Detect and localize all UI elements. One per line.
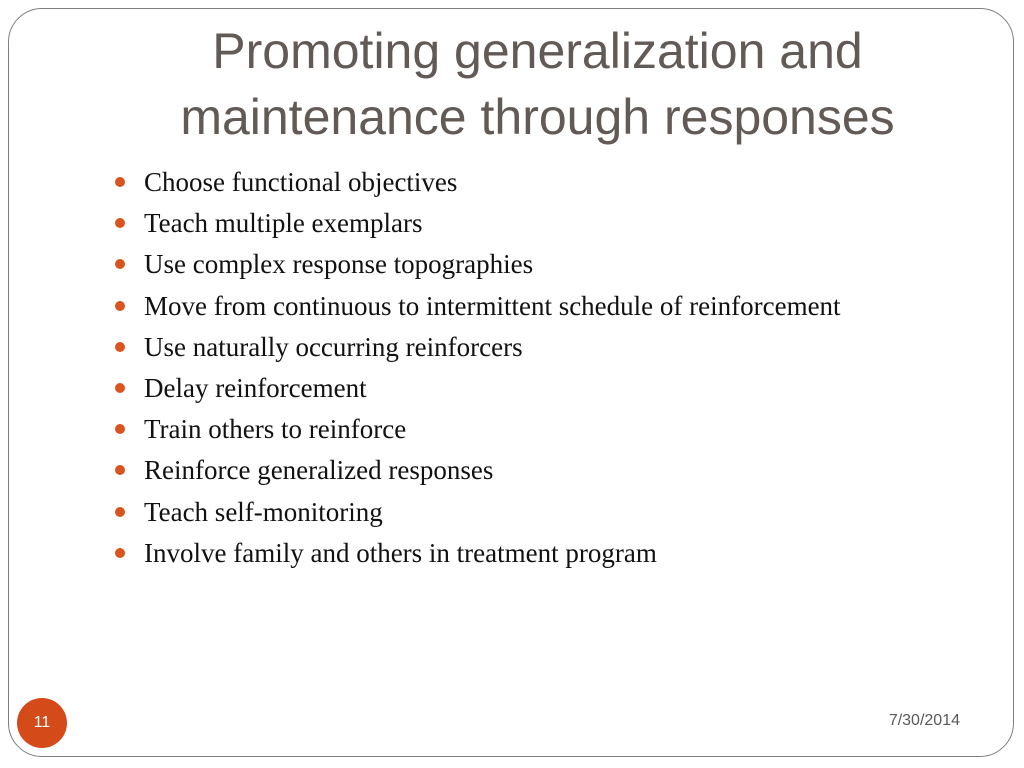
bullet-item: [114, 162, 994, 203]
bullet-dot-icon: [115, 177, 125, 187]
bullet-item: [114, 450, 994, 491]
bullet-dot-icon: [115, 548, 125, 558]
bullet-text: Use naturally occurring reinforcers: [144, 331, 523, 362]
bullet-item: [114, 244, 994, 285]
bullet-item: [114, 492, 994, 533]
bullet-dot-icon: [115, 465, 125, 475]
bullet-text: Move from continuous to intermittent schedule of reinforcement: [144, 290, 841, 321]
bullet-dot-icon: [115, 259, 125, 269]
slide-title: [60, 18, 1015, 150]
bullet-text: Delay reinforcement: [144, 372, 367, 403]
bullet-item: [114, 368, 994, 409]
slide-number-badge: 11: [17, 698, 67, 748]
bullet-text: Involve family and others in treatment program: [144, 537, 657, 568]
bullet-text: Teach self-monitoring: [144, 496, 383, 527]
bullet-dot-icon: [115, 507, 125, 517]
bullet-item: [114, 327, 994, 368]
bullet-item: [114, 203, 994, 244]
bullet-list: [114, 162, 994, 574]
bullet-dot-icon: [115, 301, 125, 311]
bullet-text: Reinforce generalized responses: [144, 455, 494, 486]
bullet-dot-icon: [115, 342, 125, 352]
bullet-item: [114, 286, 994, 327]
bullet-text: Use complex response topographies: [144, 249, 534, 280]
bullet-dot-icon: [115, 424, 125, 434]
bullet-dot-icon: [115, 383, 125, 393]
bullet-item: [114, 533, 994, 574]
slide-date: 7/30/2014: [888, 712, 960, 729]
slide-title-line-1: Promoting generalization and: [212, 23, 863, 79]
bullet-item: [114, 409, 994, 450]
bullet-text: Teach multiple exemplars: [144, 208, 423, 239]
slide-title-line-2: maintenance through responses: [180, 89, 895, 145]
bullet-text: Choose functional objectives: [144, 167, 458, 197]
bullet-dot-icon: [115, 218, 125, 228]
bullet-text: Train others to reinforce: [144, 414, 407, 445]
